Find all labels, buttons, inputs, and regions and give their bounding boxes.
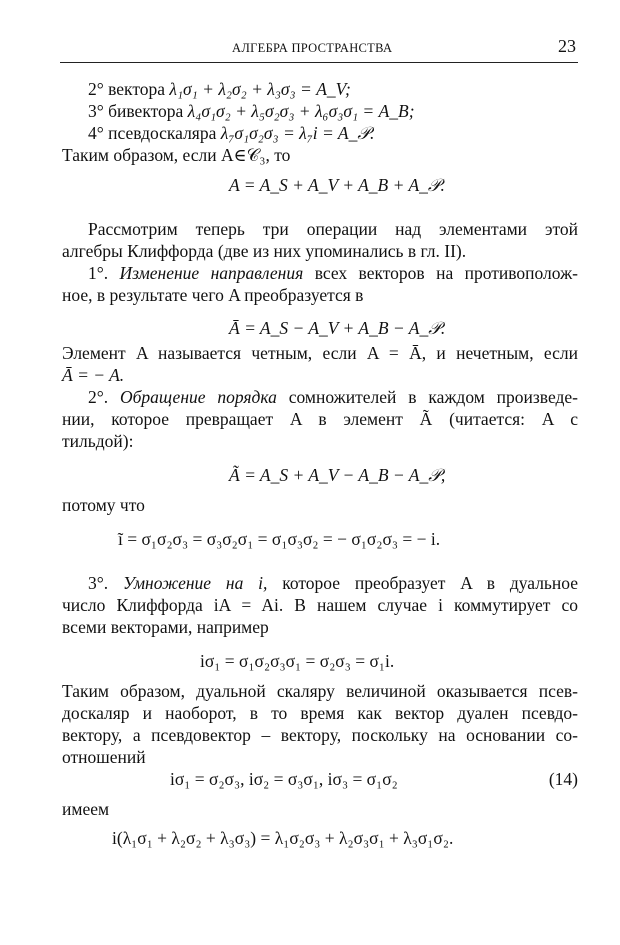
equation-number: (14) bbox=[548, 769, 578, 789]
duality-line-4: отношений bbox=[62, 747, 146, 767]
summary-line: Таким образом, если A∈𝒞₃, то bbox=[62, 145, 291, 165]
op2-line-3: тильдой): bbox=[62, 431, 134, 451]
duality-line-2: доскаляр и наоборот, в то время как вектор дуален псевдо- bbox=[62, 703, 578, 723]
equation-14 bbox=[170, 768, 578, 790]
duality-line-3: вектору, а псевдовектор – вектору, поскольку на основании со- bbox=[62, 725, 578, 745]
duality-line-1: Таким образом, дуальной скаляру величиной оказывается псев- bbox=[62, 681, 578, 701]
page-header bbox=[60, 36, 578, 66]
list-item-4: 4° псевдоскаляра λ₇σ₁σ₂σ₃ = λ₇i = A_𝒫. bbox=[88, 123, 375, 143]
header-rule bbox=[60, 62, 578, 63]
equation-decomposition: A = A_S + A_V + A_B + A_𝒫. bbox=[229, 175, 445, 195]
op2-line-1: 2°. Обращение порядка сомножителей в каждом произведе- bbox=[88, 387, 579, 407]
intro-line-1: Рассмотрим теперь три операции над элементами этой bbox=[88, 219, 578, 239]
have-line: имеем bbox=[62, 799, 110, 819]
op1-line-2: ное, в результате чего A преобразуется в bbox=[62, 285, 364, 305]
formula-pseudoscalar: λ₇σ₁σ₂σ₃ = λ₇i = A_𝒫. bbox=[220, 123, 375, 143]
equation-final: i(λ₁σ₁ + λ₂σ₂ + λ₃σ₃) = λ₁σ₂σ₃ + λ₂σ₃σ₁ + λ₃σ₁σ₂. bbox=[112, 828, 454, 848]
even-odd-line-2: Ā = − A. bbox=[62, 365, 125, 385]
op3-title: Умножение на i, bbox=[122, 573, 268, 593]
op3-line-2: число Клиффорда iA = Ai. В нашем случае i коммутирует со bbox=[62, 595, 578, 615]
list-item-3: 3° бивектора λ₄σ₁σ₂ + λ₅σ₂σ₃ + λ₆σ₃σ₁ = A_B; bbox=[88, 101, 415, 121]
op2-line-2: нии, которое превращает A в элемент Ã (читается: A с bbox=[62, 409, 578, 429]
intro-line-2: алгебры Клиффорда (две из них упоминались в гл. II). bbox=[62, 241, 467, 261]
op3-line-3: всеми векторами, например bbox=[62, 617, 269, 637]
op3-line-1: 3°. Умножение на i, которое преобразует A в дуальное bbox=[88, 573, 579, 593]
running-title: АЛГЕБРА ПРОСТРАНСТВА bbox=[232, 41, 393, 55]
formula-vector: λ₁σ₁ + λ₂σ₂ + λ₃σ₃ = A_V; bbox=[169, 79, 351, 99]
list-item-2: 2° вектора λ₁σ₁ + λ₂σ₂ + λ₃σ₃ = A_V; bbox=[88, 79, 351, 99]
op1-line-1: 1°. Изменение направления всех векторов на противополож- bbox=[88, 263, 579, 283]
equation-i-tilde: ĩ = σ₁σ₂σ₃ = σ₃σ₂σ₁ = σ₁σ₃σ₂ = − σ₁σ₂σ₃ = − i. bbox=[118, 529, 441, 549]
op1-title: Изменение направления bbox=[119, 263, 304, 283]
equation-bar: Ā = A_S − A_V + A_B − A_𝒫. bbox=[229, 318, 446, 338]
even-odd-line-1: Элемент A называется четным, если A = Ā, и нечетным, если bbox=[62, 343, 578, 363]
equation-14-formula: iσ₁ = σ₂σ₃, iσ₂ = σ₃σ₁, iσ₃ = σ₁σ₂ bbox=[170, 769, 398, 789]
equation-tilde: Ã = A_S + A_V − A_B − A_𝒫, bbox=[229, 465, 446, 485]
op2-title: Обращение порядка bbox=[119, 387, 277, 407]
equation-commute: iσ₁ = σ₁σ₂σ₃σ₁ = σ₂σ₃ = σ₁i. bbox=[200, 651, 395, 671]
formula-bivector: λ₄σ₁σ₂ + λ₅σ₂σ₃ + λ₆σ₃σ₁ = A_B; bbox=[187, 101, 415, 121]
page-number: 23 bbox=[558, 36, 576, 56]
because-line: потому что bbox=[62, 495, 145, 515]
